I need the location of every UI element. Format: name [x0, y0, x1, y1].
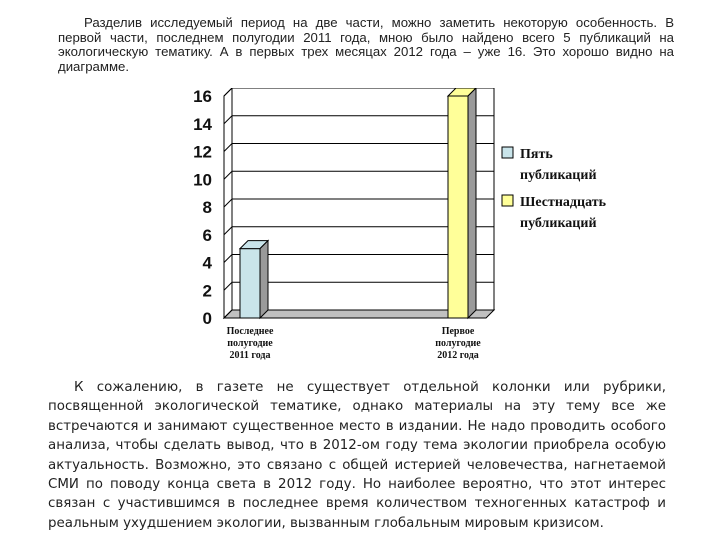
intro-paragraph: Разделив исследуемый период на две части, можно заметить некоторую особенность. В первой части, последнем полугодии 2011 года, мною было найдено всего 5 публикаций на экологическую тематику. А в первых трех месяцах 2012 года – уже 16. Это хорошо видно на диаграмме. — [58, 15, 674, 74]
y-tick-label: 2 — [202, 281, 212, 301]
y-tick-label: 12 — [193, 142, 212, 162]
legend-label: публикаций — [520, 168, 597, 183]
y-tick-label: 10 — [193, 170, 212, 190]
legend-label: Пять — [520, 147, 553, 162]
legend-label: Шестнадцать — [520, 195, 606, 210]
x-axis-labels — [227, 326, 482, 361]
y-axis-ticks — [193, 88, 212, 328]
x-category-label: Последнее — [226, 326, 274, 337]
y-tick-label: 6 — [202, 225, 212, 245]
bar — [240, 249, 260, 318]
x-category-label: 2011 года — [229, 350, 271, 361]
y-tick-label: 0 — [202, 309, 212, 328]
x-category-label: полугодие — [435, 338, 481, 349]
body-paragraph: К сожалению, в газете не существует отдельной колонки или рубрики, посвященной экологической тематике, однако материалы на эту тему все же встречаются и занимают существенное место в издании. Не надо проводить особого анализа, чтобы сделать вывод, что в 2012-ом году тема экологии приобрела особую актуальность. Возможно, это связано с общей истерией человечества, нагнетаемой СМИ по поводу конца света в 2012 году. Но наиболее вероятно, что этот интерес связан с участившимся в последнее время количеством техногенных катастроф и реальным ухудшением экологии, вызванным глобальным мировым кризисом. — [48, 380, 666, 531]
bar-chart — [180, 88, 660, 378]
y-tick-label: 4 — [202, 253, 212, 273]
legend-label: публикаций — [520, 216, 597, 231]
bar-side — [468, 88, 476, 318]
x-category-label: 2012 года — [437, 350, 479, 361]
legend — [502, 147, 607, 231]
bar — [448, 96, 468, 318]
bar-side — [260, 241, 268, 318]
y-tick-label: 14 — [193, 114, 212, 134]
x-category-label: полугодие — [227, 338, 273, 349]
x-category-label: Первое — [441, 326, 475, 337]
y-tick-label: 8 — [202, 198, 212, 217]
y-tick-label: 16 — [193, 88, 212, 106]
legend-swatch — [502, 147, 513, 158]
legend-swatch — [502, 195, 513, 206]
